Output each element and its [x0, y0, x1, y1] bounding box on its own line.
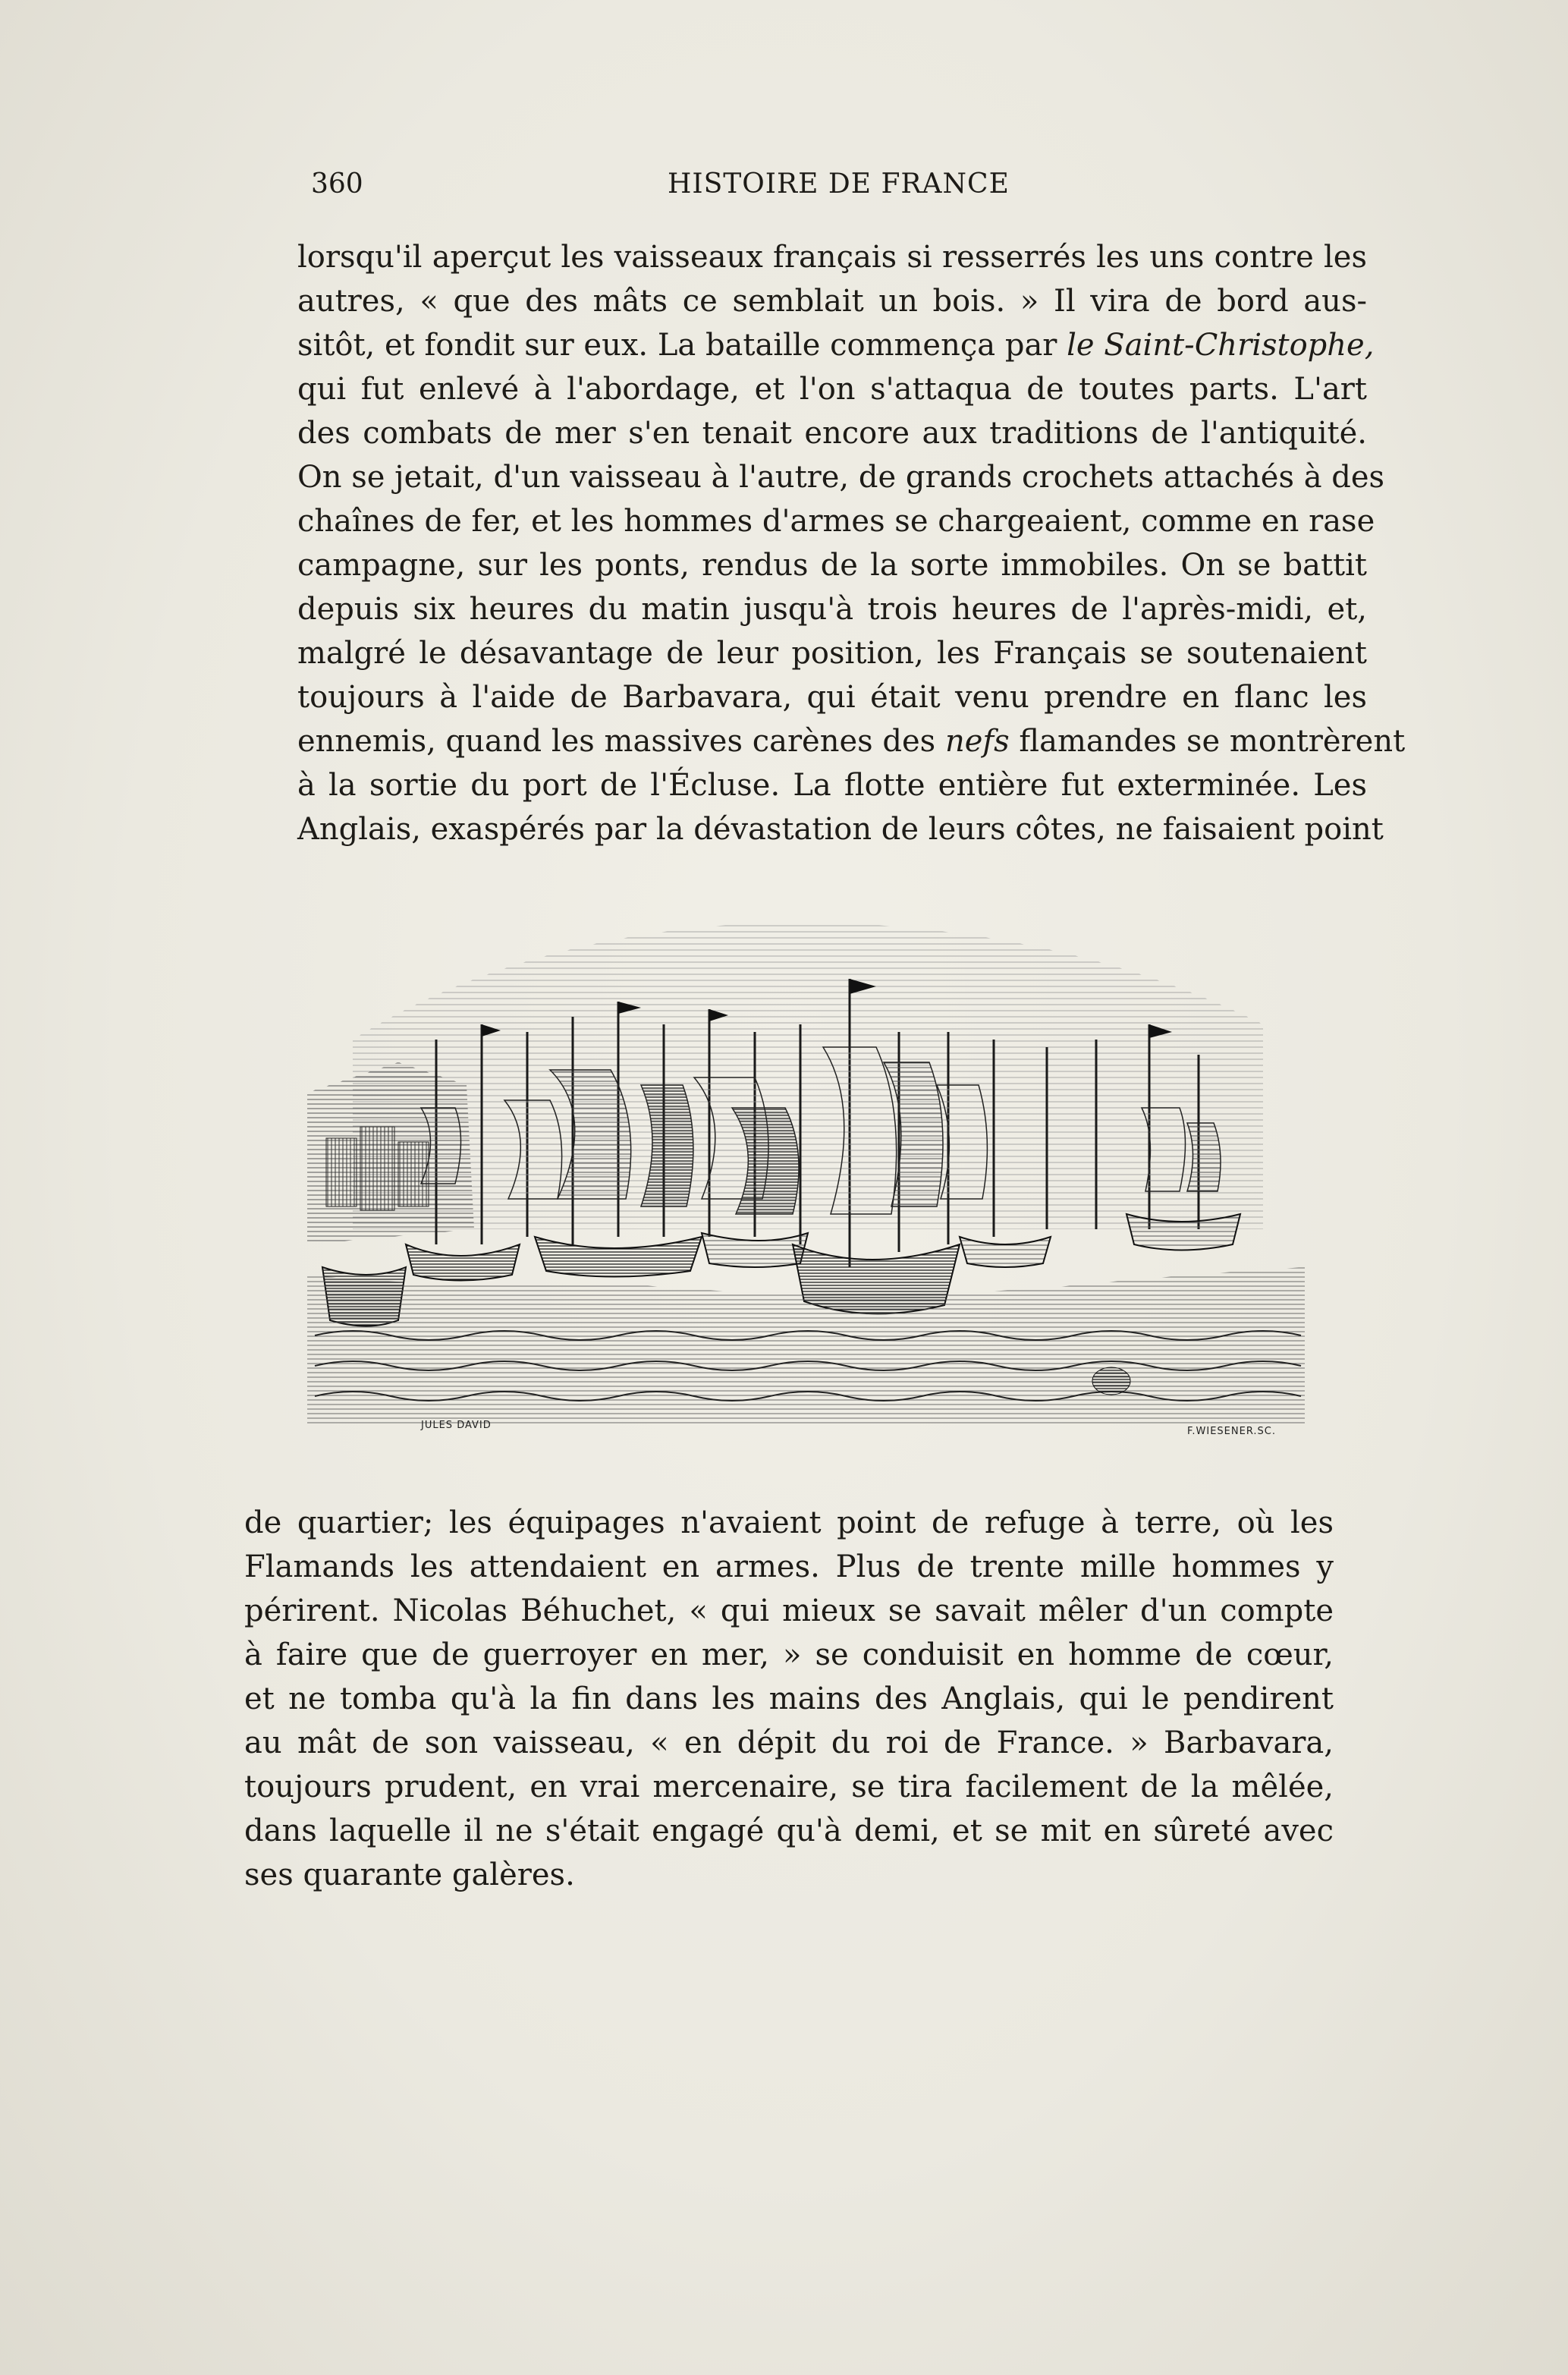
text-line: qui fut enlevé à l'abordage, et l'on s'attaqua de toutes parts. L'art [297, 372, 1367, 407]
italic-ship-name: le Saint-Christophe, [1067, 328, 1375, 363]
engraving-naval-battle [307, 911, 1305, 1442]
credit-engraver: F.WIESENER.SC. [1187, 1426, 1276, 1437]
text-line: depuis six heures du matin jusqu'à trois heures de l'après-midi, et, [297, 592, 1367, 627]
paragraph-top [297, 235, 1406, 851]
text-line: de quartier; les équipages n'avaient point de refuge à terre, où les [244, 1505, 1334, 1540]
text-line: autres, « que des mâts ce semblait un bois. » Il vira de bord aus- [297, 284, 1367, 319]
text-span: flamandes se montrèrent [1009, 724, 1406, 759]
text-line: Flamands les attendaient en armes. Plus de trente mille hommes y [244, 1549, 1334, 1584]
running-title: HISTOIRE DE FRANCE [668, 168, 1010, 200]
figure-in-water [1092, 1367, 1130, 1395]
text-line: et ne tomba qu'à la fin dans les mains des Anglais, qui le pendirent [244, 1681, 1334, 1716]
paragraph-bottom [244, 1501, 1334, 1897]
text-line: ses quarante galères. [244, 1858, 575, 1892]
text-line: malgré le désavantage de leur position, les Français se soutenaient [297, 636, 1367, 671]
text-line: campagne, sur les ponts, rendus de la sorte immobiles. On se battit [297, 548, 1367, 583]
text-line [297, 719, 1406, 763]
page-number: 360 [311, 168, 363, 200]
text-line: lorsqu'il aperçut les vaisseaux français si resserrés les uns contre les [297, 240, 1367, 275]
text-line: au mât de son vaisseau, « en dépit du roi de France. » Barbavara, [244, 1725, 1334, 1760]
text-line [297, 323, 1375, 367]
text-line: toujours prudent, en vrai mercenaire, se tira facilement de la mêlée, [244, 1769, 1334, 1804]
text-line: chaînes de fer, et les hommes d'armes se chargeaient, comme en rase [297, 504, 1375, 539]
text-line: dans laquelle il ne s'était engagé qu'à demi, et se mit en sûreté avec [244, 1813, 1334, 1848]
text-line: à faire que de guerroyer en mer, » se conduisit en homme de cœur, [244, 1637, 1334, 1672]
text-line: des combats de mer s'en tenait encore aux traditions de l'antiquité. [297, 416, 1367, 451]
town-building [326, 1138, 357, 1206]
text-line: Anglais, exaspérés par la dévastation de leurs côtes, ne faisaient point [297, 812, 1384, 847]
text-line: On se jetait, d'un vaisseau à l'autre, de grands crochets attachés à des [297, 460, 1385, 495]
engraving-illustration [307, 911, 1305, 1442]
text-span: sitôt, et fondit sur eux. La bataille commença par [297, 328, 1067, 363]
text-line: périrent. Nicolas Béhuchet, « qui mieux se savait mêler d'un compte [244, 1593, 1334, 1628]
text-span: ennemis, quand les massives carènes des [297, 724, 945, 759]
town-building [360, 1127, 394, 1210]
text-line: à la sortie du port de l'Écluse. La flotte entière fut exterminée. Les [297, 768, 1367, 803]
italic-nefs: nefs [944, 724, 1010, 759]
text-line: toujours à l'aide de Barbavara, qui était venu prendre en flanc les [297, 680, 1367, 715]
sky [353, 922, 1263, 1229]
page-header [311, 168, 1017, 214]
credit-artist: JULES DAVID [421, 1420, 492, 1431]
